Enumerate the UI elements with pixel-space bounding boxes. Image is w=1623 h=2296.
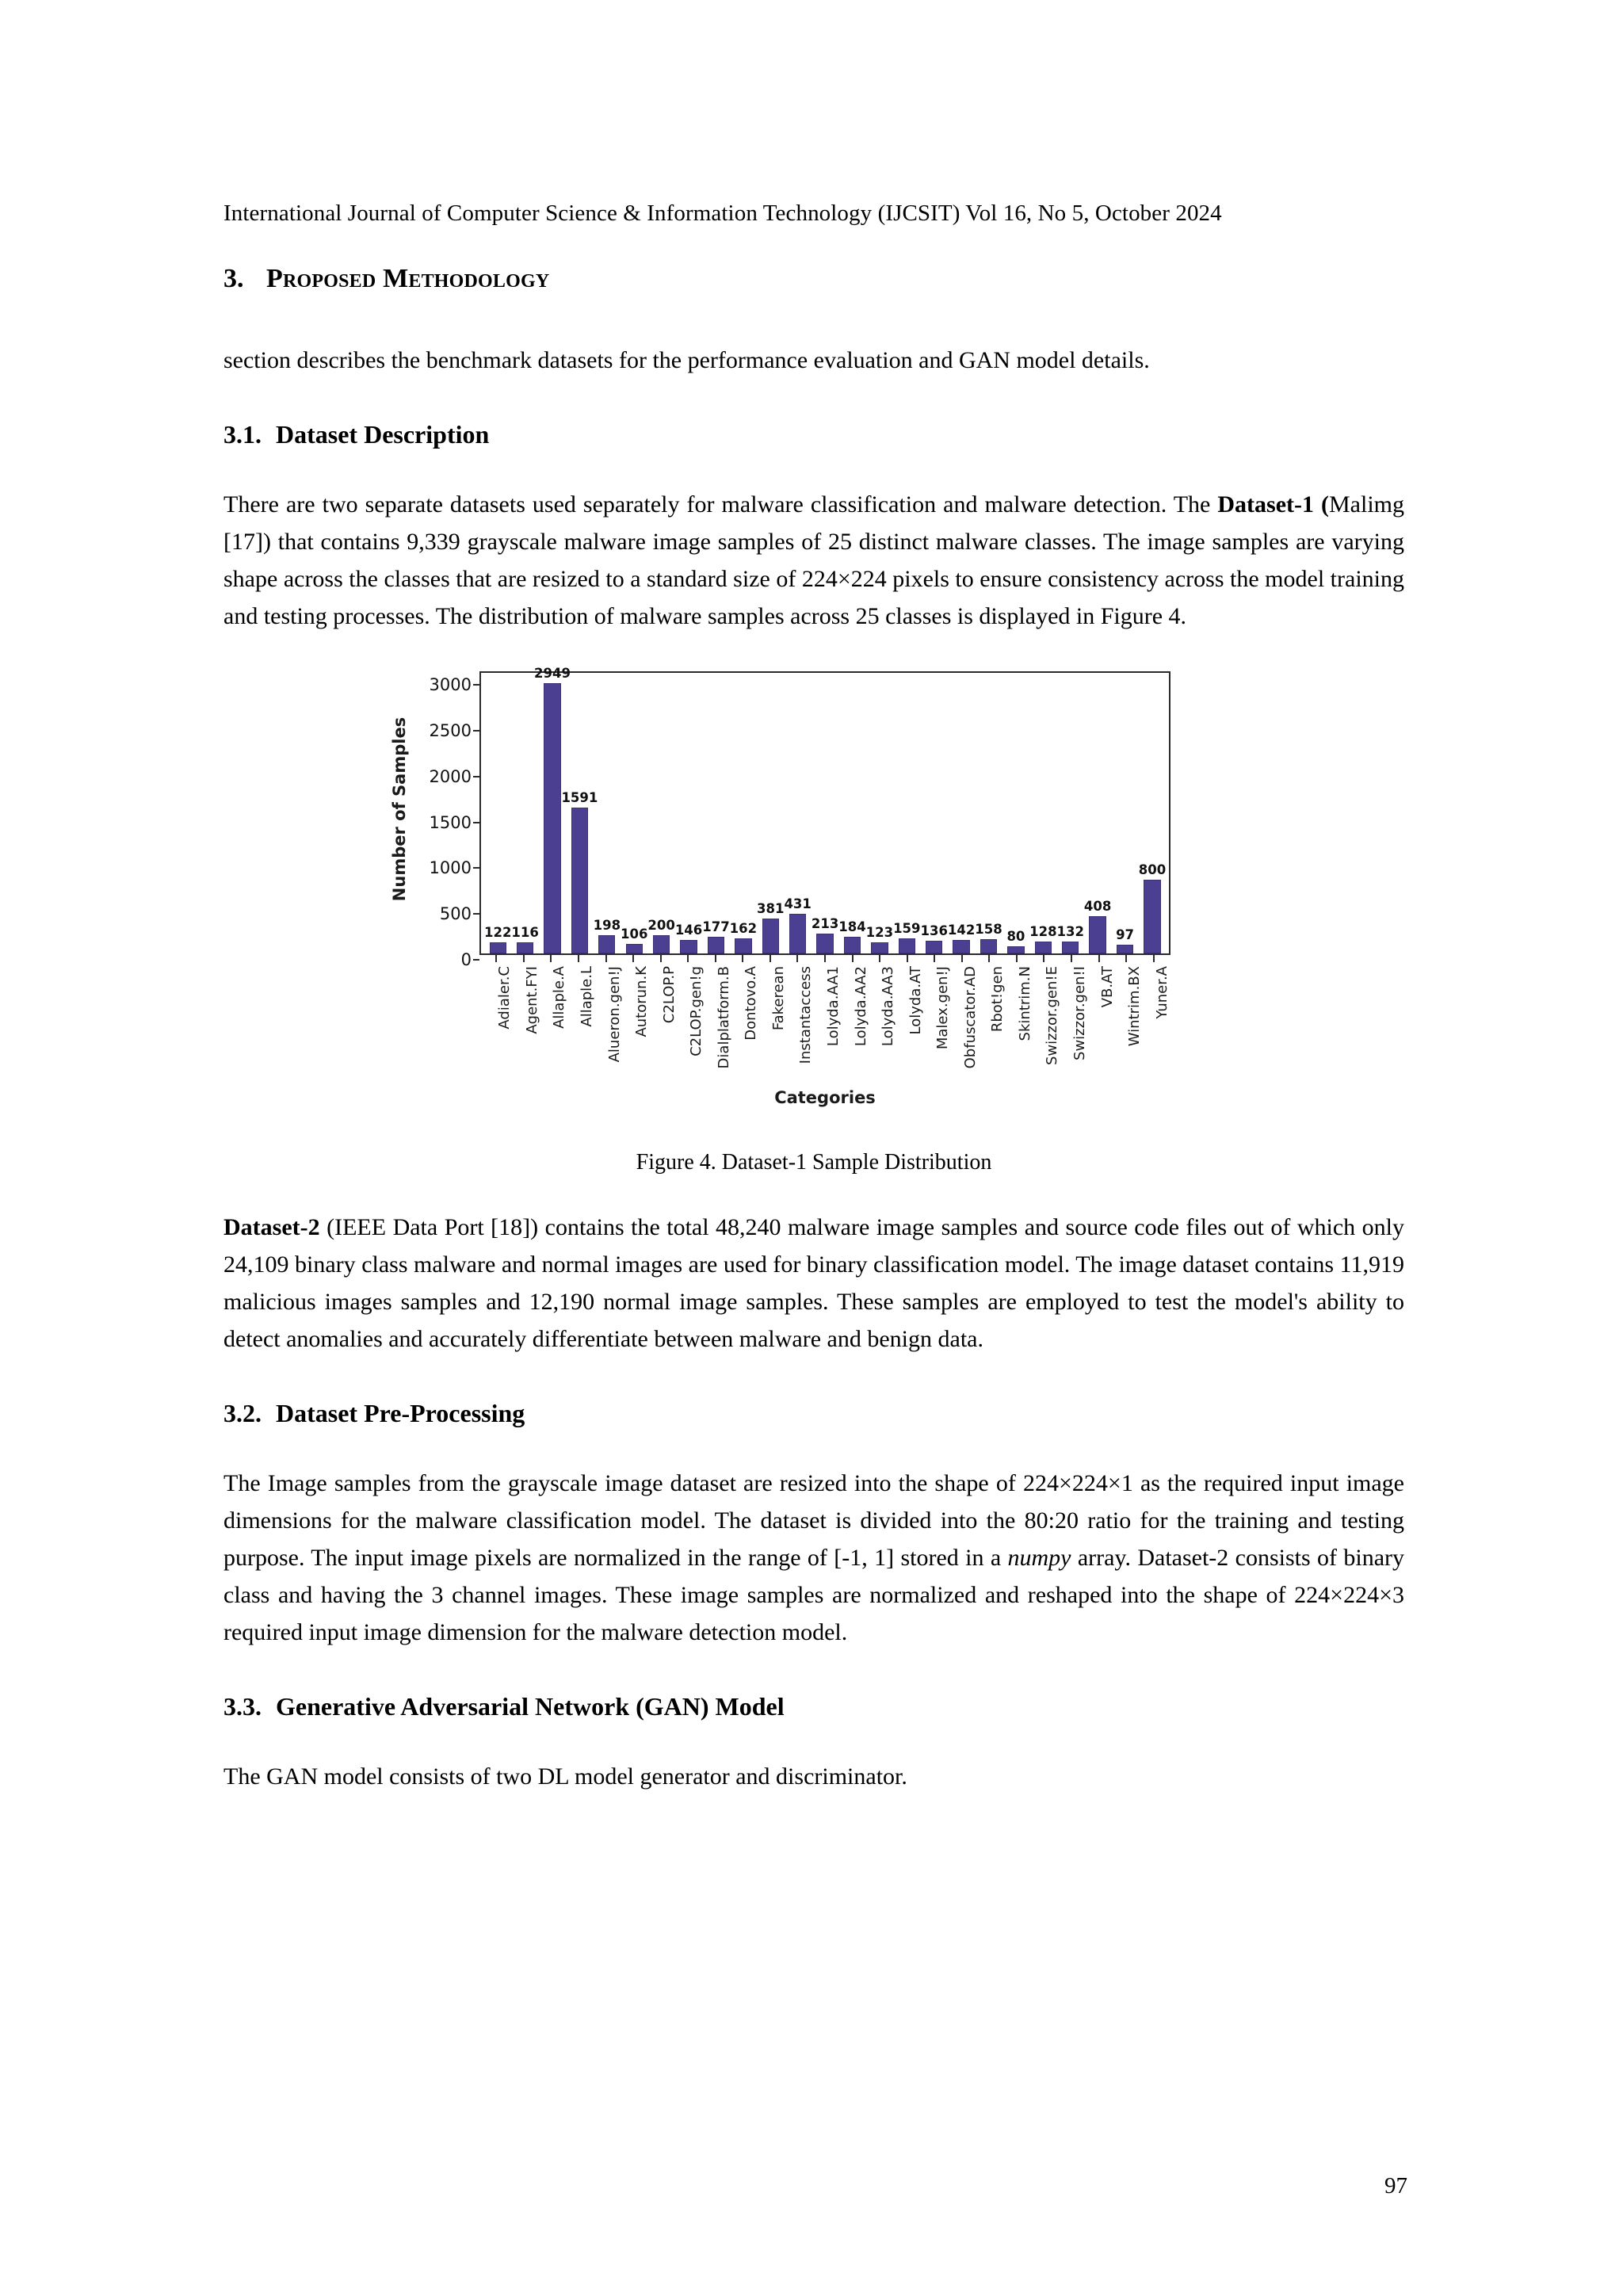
chart-bar-value-label: 142 [947,923,976,938]
chart-bar-value-label: 116 [511,925,539,941]
chart-x-tick-label: Allaple.L [578,965,595,1027]
section-3-title: Proposed Methodology [266,263,550,293]
chart-x-tick-mark [687,955,689,962]
chart-y-axis-ticks [418,671,479,969]
chart-x-tick-mark [523,955,525,962]
chart-x-tick-label: Dontovo.A [743,965,760,1041]
chart-bar-slot [975,673,1002,953]
chart-bar [1117,945,1133,953]
chart-y-tick-mark [473,913,479,915]
chart-bar-value-label: 132 [1056,923,1084,939]
chart-x-tick-label: Instantaccess [797,965,815,1064]
page-number: 97 [1384,2173,1407,2199]
chart-y-tick-label: 500 [439,904,472,924]
section-heading-3 [223,264,1404,294]
dataset-2-bold-label: Dataset-2 [223,1213,320,1240]
chart-y-tick-label: 1500 [429,812,472,832]
chart-bar [871,942,888,953]
chart-x-tick-label: Alueron.gen!J [605,965,623,1063]
section-3-3-number: 3.3. [223,1691,262,1721]
chart-y-tick-mark [473,730,479,732]
chart-x-tick-label: C2LOP.gen!g [688,965,705,1056]
chart-bar [653,935,670,953]
chart-bar [708,937,724,953]
chart-x-tick-label: Wintrim.BX [1126,965,1144,1047]
chart-bar-slot [1029,673,1056,953]
chart-bar [680,940,697,953]
chart-x-axis-ticks [479,955,1170,1110]
chart-bar-value-label: 128 [1029,924,1057,940]
chart-x-tick-mark [1098,955,1100,962]
chart-x-tick-mark [907,955,908,962]
chart-y-tick-label: 3000 [429,675,472,695]
chart-bar [789,914,806,953]
chart-bar-slot [948,673,975,953]
chart-bar-value-label: 431 [784,896,812,912]
chart-y-tick-mark [473,776,479,777]
chart-x-tick-mark [578,955,579,962]
bar-chart-dataset1-distribution [386,667,1242,1126]
chart-y-axis-title-text: Number of Samples [390,716,409,901]
chart-x-tick-mark [742,955,743,962]
chart-y-tick-label: 1000 [429,858,472,878]
chart-x-tick-mark [1016,955,1018,962]
pre-processing-text-a: The Image samples from the grayscale image dataset are resized into the shape of 224×224×1 as the required input image dimensions for the malware classification model. The dataset is divided into the 80:20 ratio for the training and testing purpose. The input image pixels are normalized in the range of [-1, 1] stored in a [223,1469,1404,1571]
section-3-3-title: Generative Adversarial Network (GAN) Model [276,1691,785,1721]
chart-x-tick-label: Yuner.A [1153,965,1170,1019]
chart-bar-slot [784,673,811,953]
chart-x-tick-mark [632,955,634,962]
pre-processing-paragraph [223,1465,1404,1651]
chart-x-tick-mark [660,955,662,962]
chart-x-tick-mark [961,955,963,962]
chart-x-tick-mark [934,955,935,962]
chart-x-tick-mark [988,955,990,962]
chart-bar-value-label: 408 [1083,898,1112,914]
chart-x-tick-label: Dialplatform.B [715,965,732,1069]
section-heading-3-3 [223,1692,1404,1721]
chart-y-tick-mark [473,867,479,869]
chart-bar-slot [921,673,948,953]
chart-bar [1007,946,1024,953]
chart-x-tick-label: Malex.gen!J [934,965,952,1049]
chart-bar-value-label: 177 [702,919,730,935]
chart-x-tick-label: VB.AT [1098,965,1116,1008]
chart-bar-slot [1084,673,1111,953]
chart-bar-value-label: 158 [975,921,1002,937]
section-3-2-number: 3.2. [223,1398,262,1427]
chart-x-tick-label: Lolyda.AA1 [825,965,842,1046]
page-content [223,200,1404,1795]
chart-bar-value-label: 159 [893,921,921,937]
chart-bar [735,938,751,953]
chart-x-tick-label: Fakerean [769,965,787,1030]
chart-bar [953,940,969,953]
chart-x-tick-mark [1043,955,1044,962]
chart-x-tick-mark [1125,955,1127,962]
chart-x-tick-mark [1153,955,1155,962]
chart-bar [926,941,942,953]
chart-bar-slot [647,673,674,953]
chart-bar [1144,880,1160,953]
chart-x-tick-label: Lolyda.AT [907,965,924,1035]
chart-y-tick-mark [473,684,479,686]
chart-x-tick-label: Adialer.C [496,965,514,1030]
chart-bar [544,683,560,953]
section-heading-3-1 [223,420,1404,449]
chart-bar-value-label: 146 [674,922,703,938]
section-heading-3-2 [223,1399,1404,1428]
chart-x-tick-label: Swizzor.gen!I [1071,965,1089,1060]
chart-bar-value-label: 800 [1138,862,1167,878]
chart-bar-slot [702,673,729,953]
figure-4 [223,667,1404,1209]
chart-bar-slot [621,673,647,953]
chart-bar [1089,916,1106,953]
chart-bars-container [481,666,1169,953]
chart-x-tick-label: Agent.FYI [523,965,540,1034]
chart-x-tick-label: Allaple.A [551,965,568,1029]
chart-bar-slot [757,673,784,953]
chart-bar [844,937,861,953]
chart-y-tick-label: 2000 [429,766,472,786]
chart-bar-slot [866,673,893,953]
chart-bar-slot [1111,673,1138,953]
chart-bar-value-label: 1591 [561,790,598,806]
chart-bar-slot [675,673,702,953]
chart-bar-value-label: 2949 [534,666,571,682]
chart-x-tick-label: Obfuscator.AD [961,965,979,1069]
chart-bar-slot [838,673,865,953]
chart-bar-slot [484,673,511,953]
chart-bar-slot [893,673,920,953]
numpy-italic-term: numpy [1007,1544,1071,1571]
chart-x-axis-title: Categories [774,1087,876,1107]
section-3-1-title: Dataset Description [276,419,490,449]
running-head: International Journal of Computer Science & Information Technology (IJCSIT) Vol 16, No 5, October 2024 [223,201,1222,226]
chart-x-tick-mark [824,955,826,962]
chart-x-tick-label: C2LOP.P [660,965,678,1023]
chart-bar [816,934,833,953]
chart-bar [980,939,997,953]
chart-bar-slot [561,673,598,953]
chart-bar-value-label: 198 [593,917,621,933]
chart-bar-value-label: 80 [1006,928,1025,944]
chart-bar-value-label: 381 [757,900,785,916]
dataset-1-text-a: There are two separate datasets used separately for malware classification and malware detection. The [223,491,1218,518]
chart-bar-slot [1057,673,1084,953]
chart-bar-value-label: 162 [729,921,758,937]
chart-x-tick-label: Rbot!gen [989,965,1006,1032]
dataset-2-text: (IEEE Data Port [18]) contains the total 48,240 malware image samples and source code files out of which only 24,109 binary class malware and normal images are used for binary classification model. The image dataset contains 11,919 malicious images samples and 12,190 normal image samples. These samples are employed to test the model's ability to detect anomalies and accurately differentiate between malware and benign data. [223,1213,1404,1352]
chart-y-tick-mark [473,959,479,961]
chart-y-tick-label: 0 [460,949,472,969]
chart-x-tick-label: Lolyda.AA3 [880,965,897,1046]
chart-bar [626,944,643,953]
chart-bar-slot [812,673,838,953]
chart-x-tick-label: Lolyda.AA2 [852,965,869,1046]
chart-x-tick-label: Autorun.K [633,965,651,1037]
chart-x-tick-mark [769,955,771,962]
chart-bar-slot [594,673,621,953]
chart-x-tick-mark [495,955,497,962]
chart-y-tick-mark [473,822,479,823]
chart-bar-slot [511,673,538,953]
chart-bar-slot [1002,673,1029,953]
chart-x-tick-mark [715,955,716,962]
chart-x-tick-mark [879,955,880,962]
chart-x-tick-mark [1071,955,1072,962]
chart-bar [1035,942,1052,953]
dataset-1-paragraph [223,486,1404,635]
chart-bar-value-label: 136 [920,923,948,939]
section-3-1-number: 3.1. [223,419,262,449]
chart-bar-slot [730,673,757,953]
chart-x-tick-mark [550,955,552,962]
chart-y-tick-label: 2500 [429,721,472,741]
chart-bar [517,942,533,953]
dataset-2-paragraph [223,1209,1404,1358]
figure-4-caption: Figure 4. Dataset-1 Sample Distribution [636,1149,992,1175]
chart-bar [490,942,506,953]
section-3-2-title: Dataset Pre-Processing [276,1398,525,1427]
gan-model-paragraph: The GAN model consists of two DL model generator and discriminator. [223,1763,907,1790]
chart-bar-value-label: 123 [865,924,894,940]
chart-bar [762,919,779,953]
chart-y-axis-title [388,667,411,952]
section-3-intro-paragraph: section describes the benchmark datasets for the performance evaluation and GAN model details. [223,346,1150,373]
chart-bar [1062,942,1079,953]
chart-x-tick-label: Skintrim.N [1016,965,1033,1041]
chart-bar-value-label: 213 [811,916,839,932]
chart-bar [899,938,915,953]
chart-x-tick-mark [605,955,607,962]
chart-bar-value-label: 106 [621,926,648,942]
chart-bar-value-label: 122 [483,924,512,940]
chart-bar-value-label: 184 [838,919,866,934]
chart-bar-value-label: 97 [1116,926,1135,942]
pre-processing-text-b: array. Dataset-2 consists of binary class and having the 3 channel images. These image samples are normalized and reshaped into the shape of 224×224×3 required input image dimension for the malware detection model. [223,1544,1404,1645]
chart-x-tick-label: Swizzor.gen!E [1044,965,1061,1065]
section-3-number: 3. [223,263,244,293]
chart-bar [598,935,615,953]
chart-bar-value-label: 200 [647,917,675,933]
dataset-1-text-b: Malimg [17]) that contains 9,339 grayscale malware image samples of 25 distinct malware classes. The image samples are varying shape across the classes that are resized to a standard size of 224×224 pixels to ensure consistency across the model training and testing processes. The distribution of malware samples across 25 classes is displayed in Figure 4. [223,491,1404,629]
chart-bar-slot [1139,673,1166,953]
chart-plot-area [479,666,1170,955]
chart-x-tick-mark [796,955,798,962]
chart-x-tick-mark [852,955,854,962]
chart-bar-slot [534,666,571,953]
dataset-1-bold-label: Dataset-1 ( [1217,491,1329,518]
chart-bar [571,808,588,953]
